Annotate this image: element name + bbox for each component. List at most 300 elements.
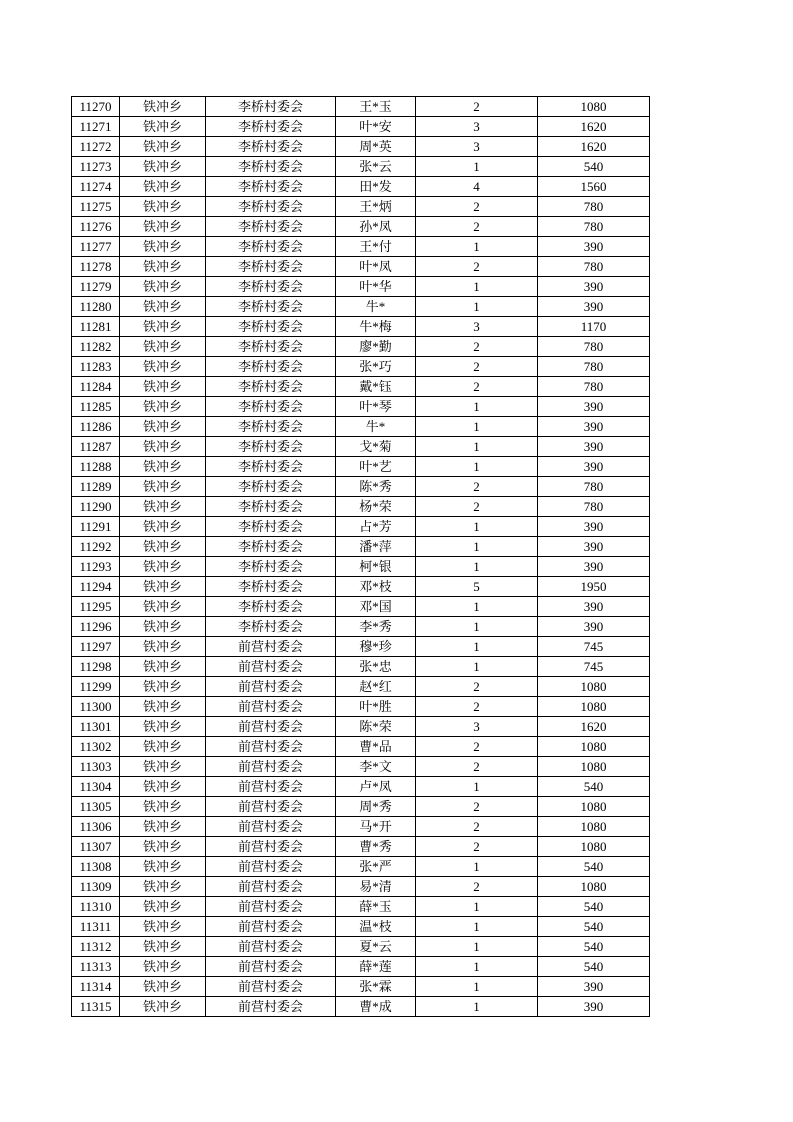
name-cell: 邓*国 xyxy=(336,597,416,617)
amount-cell: 390 xyxy=(538,457,650,477)
town-cell: 铁冲乡 xyxy=(120,417,206,437)
name-cell: 叶*凤 xyxy=(336,257,416,277)
village-cell: 前营村委会 xyxy=(206,737,336,757)
name-cell: 曹*品 xyxy=(336,737,416,757)
count-cell: 2 xyxy=(416,497,538,517)
amount-cell: 540 xyxy=(538,777,650,797)
table-row xyxy=(72,517,650,537)
row-id-cell: 11285 xyxy=(72,397,120,417)
count-cell: 4 xyxy=(416,177,538,197)
row-id-cell: 11309 xyxy=(72,877,120,897)
count-cell: 2 xyxy=(416,357,538,377)
amount-cell: 390 xyxy=(538,997,650,1017)
row-id-cell: 11307 xyxy=(72,837,120,857)
count-cell: 1 xyxy=(416,937,538,957)
village-cell: 李桥村委会 xyxy=(206,577,336,597)
count-cell: 1 xyxy=(416,237,538,257)
village-cell: 李桥村委会 xyxy=(206,277,336,297)
name-cell: 戈*菊 xyxy=(336,437,416,457)
name-cell: 曹*秀 xyxy=(336,837,416,857)
village-cell: 前营村委会 xyxy=(206,657,336,677)
row-id-cell: 11314 xyxy=(72,977,120,997)
town-cell: 铁冲乡 xyxy=(120,117,206,137)
amount-cell: 390 xyxy=(538,237,650,257)
table-row xyxy=(72,717,650,737)
village-cell: 前营村委会 xyxy=(206,637,336,657)
row-id-cell: 11276 xyxy=(72,217,120,237)
amount-cell: 540 xyxy=(538,857,650,877)
name-cell: 王*玉 xyxy=(336,97,416,117)
name-cell: 王*付 xyxy=(336,237,416,257)
count-cell: 2 xyxy=(416,197,538,217)
town-cell: 铁冲乡 xyxy=(120,137,206,157)
count-cell: 1 xyxy=(416,297,538,317)
amount-cell: 780 xyxy=(538,377,650,397)
count-cell: 2 xyxy=(416,697,538,717)
village-cell: 李桥村委会 xyxy=(206,597,336,617)
row-id-cell: 11302 xyxy=(72,737,120,757)
name-cell: 曹*成 xyxy=(336,997,416,1017)
name-cell: 易*清 xyxy=(336,877,416,897)
row-id-cell: 11286 xyxy=(72,417,120,437)
name-cell: 李*秀 xyxy=(336,617,416,637)
village-cell: 李桥村委会 xyxy=(206,617,336,637)
amount-cell: 1080 xyxy=(538,837,650,857)
town-cell: 铁冲乡 xyxy=(120,577,206,597)
amount-cell: 390 xyxy=(538,557,650,577)
town-cell: 铁冲乡 xyxy=(120,517,206,537)
name-cell: 周*英 xyxy=(336,137,416,157)
count-cell: 2 xyxy=(416,817,538,837)
table-row xyxy=(72,337,650,357)
village-cell: 李桥村委会 xyxy=(206,357,336,377)
count-cell: 1 xyxy=(416,557,538,577)
count-cell: 2 xyxy=(416,217,538,237)
name-cell: 马*开 xyxy=(336,817,416,837)
row-id-cell: 11304 xyxy=(72,777,120,797)
town-cell: 铁冲乡 xyxy=(120,877,206,897)
amount-cell: 1080 xyxy=(538,677,650,697)
row-id-cell: 11271 xyxy=(72,117,120,137)
table-row xyxy=(72,677,650,697)
table-row xyxy=(72,377,650,397)
amount-cell: 540 xyxy=(538,937,650,957)
count-cell: 2 xyxy=(416,737,538,757)
row-id-cell: 11294 xyxy=(72,577,120,597)
village-cell: 李桥村委会 xyxy=(206,237,336,257)
name-cell: 张*霖 xyxy=(336,977,416,997)
table-row xyxy=(72,857,650,877)
amount-cell: 1080 xyxy=(538,697,650,717)
row-id-cell: 11277 xyxy=(72,237,120,257)
village-cell: 李桥村委会 xyxy=(206,437,336,457)
table-row xyxy=(72,537,650,557)
row-id-cell: 11295 xyxy=(72,597,120,617)
row-id-cell: 11300 xyxy=(72,697,120,717)
table-row xyxy=(72,477,650,497)
count-cell: 3 xyxy=(416,117,538,137)
town-cell: 铁冲乡 xyxy=(120,957,206,977)
town-cell: 铁冲乡 xyxy=(120,537,206,557)
amount-cell: 390 xyxy=(538,517,650,537)
table-row xyxy=(72,257,650,277)
row-id-cell: 11297 xyxy=(72,637,120,657)
amount-cell: 540 xyxy=(538,157,650,177)
village-cell: 前营村委会 xyxy=(206,937,336,957)
row-id-cell: 11281 xyxy=(72,317,120,337)
village-cell: 前营村委会 xyxy=(206,837,336,857)
count-cell: 3 xyxy=(416,317,538,337)
data-table xyxy=(71,96,650,1017)
table-row xyxy=(72,217,650,237)
row-id-cell: 11303 xyxy=(72,757,120,777)
table-row xyxy=(72,897,650,917)
name-cell: 李*文 xyxy=(336,757,416,777)
name-cell: 薛*莲 xyxy=(336,957,416,977)
name-cell: 穆*珍 xyxy=(336,637,416,657)
count-cell: 1 xyxy=(416,617,538,637)
village-cell: 李桥村委会 xyxy=(206,417,336,437)
name-cell: 杨*荣 xyxy=(336,497,416,517)
amount-cell: 1080 xyxy=(538,97,650,117)
row-id-cell: 11288 xyxy=(72,457,120,477)
count-cell: 2 xyxy=(416,337,538,357)
row-id-cell: 11279 xyxy=(72,277,120,297)
amount-cell: 1080 xyxy=(538,737,650,757)
table-row xyxy=(72,617,650,637)
row-id-cell: 11293 xyxy=(72,557,120,577)
table-row xyxy=(72,977,650,997)
name-cell: 张*忠 xyxy=(336,657,416,677)
amount-cell: 390 xyxy=(538,297,650,317)
name-cell: 薛*玉 xyxy=(336,897,416,917)
row-id-cell: 11306 xyxy=(72,817,120,837)
name-cell: 孙*凤 xyxy=(336,217,416,237)
village-cell: 前营村委会 xyxy=(206,957,336,977)
town-cell: 铁冲乡 xyxy=(120,257,206,277)
table-row xyxy=(72,357,650,377)
town-cell: 铁冲乡 xyxy=(120,917,206,937)
amount-cell: 780 xyxy=(538,217,650,237)
village-cell: 前营村委会 xyxy=(206,997,336,1017)
table-row xyxy=(72,757,650,777)
table-row xyxy=(72,237,650,257)
count-cell: 2 xyxy=(416,377,538,397)
row-id-cell: 11313 xyxy=(72,957,120,977)
town-cell: 铁冲乡 xyxy=(120,437,206,457)
town-cell: 铁冲乡 xyxy=(120,237,206,257)
amount-cell: 540 xyxy=(538,897,650,917)
amount-cell: 390 xyxy=(538,397,650,417)
table-row xyxy=(72,997,650,1017)
name-cell: 赵*红 xyxy=(336,677,416,697)
row-id-cell: 11283 xyxy=(72,357,120,377)
town-cell: 铁冲乡 xyxy=(120,337,206,357)
town-cell: 铁冲乡 xyxy=(120,297,206,317)
table-row xyxy=(72,137,650,157)
row-id-cell: 11298 xyxy=(72,657,120,677)
town-cell: 铁冲乡 xyxy=(120,897,206,917)
town-cell: 铁冲乡 xyxy=(120,797,206,817)
table-row xyxy=(72,417,650,437)
village-cell: 前营村委会 xyxy=(206,857,336,877)
row-id-cell: 11272 xyxy=(72,137,120,157)
town-cell: 铁冲乡 xyxy=(120,677,206,697)
table-row xyxy=(72,97,650,117)
count-cell: 1 xyxy=(416,277,538,297)
name-cell: 周*秀 xyxy=(336,797,416,817)
name-cell: 温*枝 xyxy=(336,917,416,937)
town-cell: 铁冲乡 xyxy=(120,397,206,417)
table-row xyxy=(72,497,650,517)
count-cell: 1 xyxy=(416,157,538,177)
amount-cell: 390 xyxy=(538,277,650,297)
count-cell: 3 xyxy=(416,137,538,157)
row-id-cell: 11273 xyxy=(72,157,120,177)
village-cell: 李桥村委会 xyxy=(206,537,336,557)
village-cell: 前营村委会 xyxy=(206,677,336,697)
town-cell: 铁冲乡 xyxy=(120,97,206,117)
village-cell: 前营村委会 xyxy=(206,697,336,717)
amount-cell: 745 xyxy=(538,657,650,677)
count-cell: 1 xyxy=(416,977,538,997)
count-cell: 1 xyxy=(416,457,538,477)
village-cell: 李桥村委会 xyxy=(206,197,336,217)
row-id-cell: 11270 xyxy=(72,97,120,117)
village-cell: 前营村委会 xyxy=(206,977,336,997)
town-cell: 铁冲乡 xyxy=(120,617,206,637)
row-id-cell: 11287 xyxy=(72,437,120,457)
amount-cell: 390 xyxy=(538,597,650,617)
name-cell: 王*炳 xyxy=(336,197,416,217)
town-cell: 铁冲乡 xyxy=(120,637,206,657)
row-id-cell: 11278 xyxy=(72,257,120,277)
village-cell: 李桥村委会 xyxy=(206,97,336,117)
amount-cell: 780 xyxy=(538,337,650,357)
row-id-cell: 11308 xyxy=(72,857,120,877)
count-cell: 3 xyxy=(416,717,538,737)
row-id-cell: 11311 xyxy=(72,917,120,937)
village-cell: 李桥村委会 xyxy=(206,257,336,277)
count-cell: 2 xyxy=(416,677,538,697)
row-id-cell: 11301 xyxy=(72,717,120,737)
table-row xyxy=(72,817,650,837)
name-cell: 潘*萍 xyxy=(336,537,416,557)
town-cell: 铁冲乡 xyxy=(120,937,206,957)
name-cell: 牛* xyxy=(336,297,416,317)
village-cell: 李桥村委会 xyxy=(206,217,336,237)
table-row xyxy=(72,597,650,617)
count-cell: 5 xyxy=(416,577,538,597)
amount-cell: 390 xyxy=(538,977,650,997)
name-cell: 田*发 xyxy=(336,177,416,197)
row-id-cell: 11284 xyxy=(72,377,120,397)
village-cell: 李桥村委会 xyxy=(206,117,336,137)
amount-cell: 390 xyxy=(538,417,650,437)
town-cell: 铁冲乡 xyxy=(120,557,206,577)
table-row xyxy=(72,697,650,717)
amount-cell: 1080 xyxy=(538,877,650,897)
town-cell: 铁冲乡 xyxy=(120,157,206,177)
village-cell: 李桥村委会 xyxy=(206,297,336,317)
village-cell: 前营村委会 xyxy=(206,897,336,917)
village-cell: 李桥村委会 xyxy=(206,497,336,517)
count-cell: 2 xyxy=(416,97,538,117)
town-cell: 铁冲乡 xyxy=(120,657,206,677)
row-id-cell: 11292 xyxy=(72,537,120,557)
table-row xyxy=(72,177,650,197)
amount-cell: 780 xyxy=(538,357,650,377)
town-cell: 铁冲乡 xyxy=(120,377,206,397)
table-row xyxy=(72,937,650,957)
count-cell: 2 xyxy=(416,477,538,497)
table-row xyxy=(72,557,650,577)
amount-cell: 540 xyxy=(538,917,650,937)
table-row xyxy=(72,777,650,797)
town-cell: 铁冲乡 xyxy=(120,197,206,217)
amount-cell: 540 xyxy=(538,957,650,977)
count-cell: 1 xyxy=(416,917,538,937)
row-id-cell: 11282 xyxy=(72,337,120,357)
table-row xyxy=(72,657,650,677)
amount-cell: 1080 xyxy=(538,797,650,817)
amount-cell: 1950 xyxy=(538,577,650,597)
town-cell: 铁冲乡 xyxy=(120,817,206,837)
town-cell: 铁冲乡 xyxy=(120,697,206,717)
row-id-cell: 11274 xyxy=(72,177,120,197)
village-cell: 李桥村委会 xyxy=(206,557,336,577)
count-cell: 1 xyxy=(416,857,538,877)
village-cell: 李桥村委会 xyxy=(206,457,336,477)
row-id-cell: 11310 xyxy=(72,897,120,917)
row-id-cell: 11312 xyxy=(72,937,120,957)
town-cell: 铁冲乡 xyxy=(120,477,206,497)
name-cell: 叶*安 xyxy=(336,117,416,137)
amount-cell: 745 xyxy=(538,637,650,657)
table-row xyxy=(72,637,650,657)
amount-cell: 390 xyxy=(538,537,650,557)
village-cell: 李桥村委会 xyxy=(206,177,336,197)
amount-cell: 390 xyxy=(538,617,650,637)
table-row xyxy=(72,117,650,137)
village-cell: 李桥村委会 xyxy=(206,397,336,417)
count-cell: 2 xyxy=(416,797,538,817)
table-row xyxy=(72,197,650,217)
town-cell: 铁冲乡 xyxy=(120,737,206,757)
town-cell: 铁冲乡 xyxy=(120,277,206,297)
table-row xyxy=(72,957,650,977)
amount-cell: 1620 xyxy=(538,137,650,157)
town-cell: 铁冲乡 xyxy=(120,217,206,237)
table-row xyxy=(72,397,650,417)
amount-cell: 1080 xyxy=(538,817,650,837)
count-cell: 2 xyxy=(416,877,538,897)
town-cell: 铁冲乡 xyxy=(120,857,206,877)
town-cell: 铁冲乡 xyxy=(120,757,206,777)
table-row xyxy=(72,157,650,177)
amount-cell: 1560 xyxy=(538,177,650,197)
row-id-cell: 11275 xyxy=(72,197,120,217)
town-cell: 铁冲乡 xyxy=(120,497,206,517)
village-cell: 前营村委会 xyxy=(206,717,336,737)
count-cell: 1 xyxy=(416,777,538,797)
amount-cell: 1080 xyxy=(538,757,650,777)
town-cell: 铁冲乡 xyxy=(120,317,206,337)
name-cell: 夏*云 xyxy=(336,937,416,957)
count-cell: 1 xyxy=(416,597,538,617)
town-cell: 铁冲乡 xyxy=(120,357,206,377)
table-row xyxy=(72,737,650,757)
village-cell: 李桥村委会 xyxy=(206,317,336,337)
name-cell: 廖*勤 xyxy=(336,337,416,357)
name-cell: 张*严 xyxy=(336,857,416,877)
name-cell: 叶*琴 xyxy=(336,397,416,417)
count-cell: 1 xyxy=(416,997,538,1017)
amount-cell: 1170 xyxy=(538,317,650,337)
count-cell: 2 xyxy=(416,837,538,857)
village-cell: 李桥村委会 xyxy=(206,337,336,357)
row-id-cell: 11291 xyxy=(72,517,120,537)
table-row xyxy=(72,797,650,817)
count-cell: 1 xyxy=(416,657,538,677)
table-row xyxy=(72,437,650,457)
table-row xyxy=(72,457,650,477)
village-cell: 前营村委会 xyxy=(206,877,336,897)
row-id-cell: 11299 xyxy=(72,677,120,697)
table-row xyxy=(72,877,650,897)
amount-cell: 780 xyxy=(538,477,650,497)
town-cell: 铁冲乡 xyxy=(120,997,206,1017)
table-row xyxy=(72,837,650,857)
town-cell: 铁冲乡 xyxy=(120,597,206,617)
town-cell: 铁冲乡 xyxy=(120,977,206,997)
name-cell: 牛*梅 xyxy=(336,317,416,337)
village-cell: 前营村委会 xyxy=(206,797,336,817)
table-row xyxy=(72,577,650,597)
name-cell: 牛* xyxy=(336,417,416,437)
name-cell: 叶*艺 xyxy=(336,457,416,477)
name-cell: 邓*枝 xyxy=(336,577,416,597)
count-cell: 2 xyxy=(416,257,538,277)
amount-cell: 780 xyxy=(538,197,650,217)
table-row xyxy=(72,297,650,317)
amount-cell: 1620 xyxy=(538,717,650,737)
amount-cell: 390 xyxy=(538,437,650,457)
count-cell: 1 xyxy=(416,517,538,537)
village-cell: 李桥村委会 xyxy=(206,377,336,397)
table-row xyxy=(72,277,650,297)
name-cell: 陈*秀 xyxy=(336,477,416,497)
count-cell: 1 xyxy=(416,537,538,557)
row-id-cell: 11315 xyxy=(72,997,120,1017)
row-id-cell: 11280 xyxy=(72,297,120,317)
village-cell: 李桥村委会 xyxy=(206,517,336,537)
amount-cell: 1620 xyxy=(538,117,650,137)
name-cell: 陈*荣 xyxy=(336,717,416,737)
count-cell: 1 xyxy=(416,437,538,457)
count-cell: 1 xyxy=(416,897,538,917)
table-row xyxy=(72,917,650,937)
name-cell: 张*巧 xyxy=(336,357,416,377)
count-cell: 1 xyxy=(416,397,538,417)
name-cell: 卢*凤 xyxy=(336,777,416,797)
name-cell: 叶*华 xyxy=(336,277,416,297)
name-cell: 占*芳 xyxy=(336,517,416,537)
town-cell: 铁冲乡 xyxy=(120,837,206,857)
town-cell: 铁冲乡 xyxy=(120,717,206,737)
amount-cell: 780 xyxy=(538,257,650,277)
name-cell: 柯*银 xyxy=(336,557,416,577)
